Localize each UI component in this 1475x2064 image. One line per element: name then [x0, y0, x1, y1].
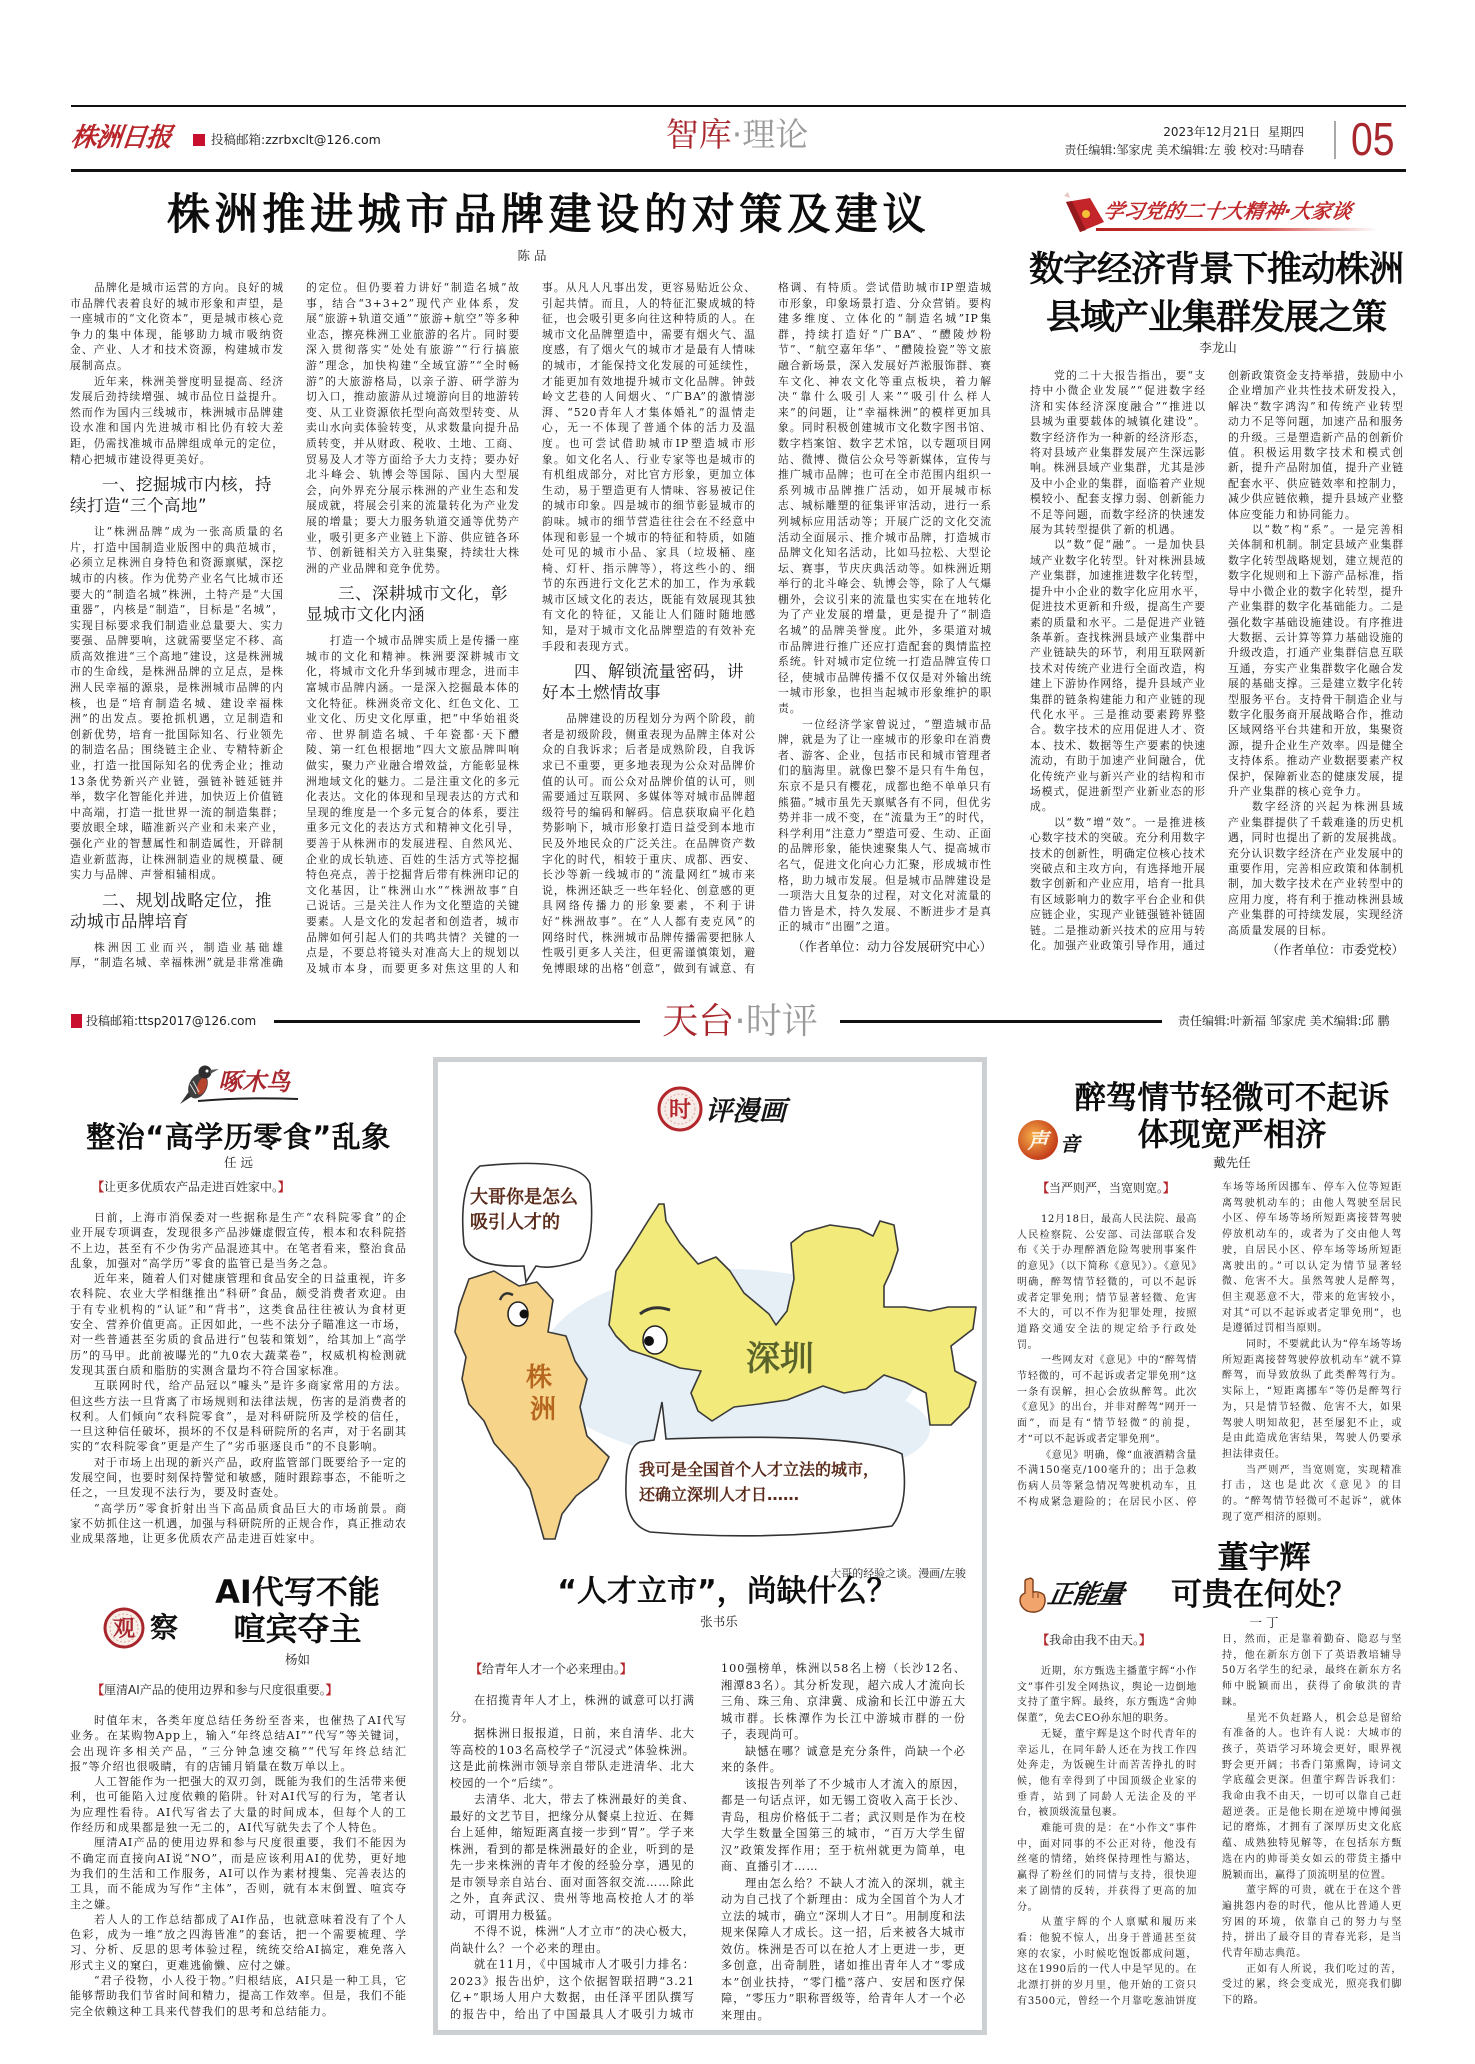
paragraph: 党的二十大报告指出，要“支持中小微企业发展”“促进数字经济和实体经济深度融合”“推进以县城为重要载体的城镇化建设”。数字经济作为一种新的经济形态，将对县域产业集群发展产生深远影响。株洲县域产业集群，尤其是涉及中小企业的集群，面临着产业规模较小、配套支撑力弱、创新能力不足等问题，而数字经济的快速发展为其转型提供了新的机遇。 [1030, 369, 1206, 537]
paragraph: 同时，不要就此认为“停车场等场所短距离接替驾驶停放机动车”就不算醉驾，而导致放纵了此类醉驾行为。实际上，“短距离挪车”等仍是醉驾行为，只是情节轻微、危害不大，如果驾驶人明知故犯，甚至屡犯不止，或是由此造成危害结果，驾驶人仍要承担法律责任。 [1222, 1339, 1402, 1460]
section2-secondary: 时评 [745, 1001, 818, 1042]
paragraph: 打造一个城市品牌实质上是传播一座城市的文化和精神。株洲要深耕城市文化，将城市文化升华到城市理念，进而丰富城市品牌内涵。一是深入挖掘最本体的文化特征。株洲炎帝文化、红色文化、工业文化、历史文化厚重，把“中华始祖炎帝、世界制造名城、千年瓷都·天下醴陵、第一红色根据地”四大文旅品牌叫响做实，聚力产业融合增效益，方能彰显株洲地域文化的魅力。二是注重文化的多元化表达。文化的体现和呈现表达的方式和呈现的维度是一个多元复合的体系，要注重多元文化的表达方式和精神文化引导，要善于从株洲市的发展进程、自然风光、企业的成长轨迹、百姓的生活方式等挖掘特色亮点，善于挖掘背后带有株洲印记的文化基因，让“株洲山水”“株洲故事”自己说话。三是关注人作为文化塑造的关键要素。人是文化的发起者和创造者，城市品牌如何引起人们的共鸣共情？关键的一点是，不要总将镜头对准高大上的规划以及城市本身，而要更多对焦这里的人和事。从凡人凡事出发，更容易贴近公众、引起共情。而且，人的特征汇聚成城的特征，也会吸引更多向往这种特质的人。在城市文化品牌塑造中，需要有烟火气、温度感，有了烟火气的城市才是最有人情味的城市，才能保持文化发展的可延续性，才能更加有效地提升城市文化品牌。钟鼓岭文艺巷的人间烟火、“广BA”的激情澎湃、“520青年人才集体婚礼”的温情走心，无一不体现了普通个体的活力及温度。也可尝试借助城市IP塑造城市形象。如文化名人、行业专家等也是城市的有机组成部分，对比官方形象，更加立体生动，易于塑造更有人情味、容易被记住的城市印象。四是城市的细节彰显城市的韵味。城市的细节营造往往会在不经意中体现和彰显一个城市的特征和特质，如随处可见的城市小品、家具（垃圾桶、座椅、灯杆、指示牌等），将这些小的、细节的东西进行文化艺术的加工，作为承载城市区域文化的表达，既能有效展现其独有文化的特征，又能让人们随时随地感知，是对于城市文化品牌塑造的有效补充手段和表现方式。 [306, 281, 756, 975]
lead-text: 给青年人才一个必来理由。 [482, 1662, 621, 1676]
lead-bracket-open: 【 [92, 1180, 105, 1194]
paragraph: 时值年末，各类年度总结任务纷至沓来，也催热了AI代写业务。在某购物App上，输入“年终总结AI”“代写”等关键词，会出现许多相关产品，“三分钟急速交稿”“代写年终总结汇报”等介绍也很吸睛，有的店铺月销量在数万单以上。 [70, 1714, 407, 1773]
main-article-author: 陈 品 [517, 248, 547, 263]
woodpecker-logo-text: 啄木鸟 [218, 1067, 290, 1096]
drunk-driving-article-title [1060, 1080, 1404, 1154]
voice-logo-text: 音 [1060, 1132, 1080, 1156]
paragraph: 去清华、北大，带去了株洲最好的美食、最好的文艺节目，把缘分从餐桌上拉近、在舞台上延伸，缩短距离直接一步到“胃”。学子来株洲，看到的都是株洲最好的企业，听到的是先一步来株洲的青年才俊的经验分享，遇见的是市领导亲自站台、面对面答叙交流……除此之外，直奔武汉、贵州等地高校抢人才的举动，可谓用力极猛。 [450, 1793, 696, 1922]
submission-email: 投稿邮箱:zzrbxclt@126.com [211, 132, 381, 147]
cartoon-logo-text: 评漫画 [705, 1096, 786, 1127]
banner-underline [1096, 228, 1378, 231]
main-article-body [70, 280, 992, 976]
section-heading: 四、解锁流量密码，讲好本土燃情故事 [542, 662, 744, 703]
side-title-line: 数字经济背景下推动株洲 [1028, 250, 1403, 290]
logo-underline [196, 1096, 300, 1104]
talent-article-body [450, 1661, 966, 2024]
side-article-author: 李龙山 [1199, 340, 1237, 355]
woodpecker-article-author: 任 远 [224, 1155, 253, 1170]
paragraph: 近年来，株洲美誉度明显提高、经济发展后劲持续增强、城市品位日益提升。然而作为国内三线城市，株洲城市品牌建设水准和国内先进城市相比仍有较大差距，仍需找准城市品牌组成单元的定位，精心把城市建设得更美好。 [70, 374, 284, 466]
zhuzhou-label: 洲 [530, 1395, 557, 1425]
talent-article-author: 张书乐 [700, 1614, 738, 1629]
woodpecker-article-lead [92, 1179, 290, 1195]
positive-energy-column-logo [1016, 1576, 1150, 1616]
paragraph: 品牌化是城市运营的方向。良好的城市品牌代表着良好的城市形象和声望，是一座城市的“文化资本”，更是城市核心竞争力的集中体现，能够助力城市吸纳资金、产业、人才和技术资源，构建城市发展制高点。 [70, 281, 284, 372]
paragraph: 据株洲日报报道，日前，来自清华、北大等高校的103名高校学子“沉浸式”体验株洲。这是此前株洲市领导亲自带队走进清华、北大校园的一个“后续”。 [450, 1727, 695, 1790]
paragraph: 一些网友对《意见》中的“醉驾情节轻微的，可不起诉或者定罪免刑”这一条有误解，担心会放纵醉驾。此次《意见》的出台，并非对醉驾“网开一面”，而是有“情节轻微”的前提，才“可以不起诉或者定罪免刑”。 [1017, 1355, 1197, 1445]
drunk-title-line: 醉驾情节轻微可不起诉 [1074, 1080, 1390, 1116]
paragraph: 在招揽青年人才上，株洲的诚意可以打满分。 [450, 1694, 695, 1724]
paragraph: 品牌建设的历程划分为两个阶段，前者是初级阶段，侧重表现为品牌主体对公众的自我诉求；后者是成熟阶段，自我诉求已不重要，更多地表现为公众对品牌价值的认可。而公众对品牌价值的认可，则需要通过互联网、多媒体等对城市品牌超级符号的编码和解码。信息获取扁平化趋势影响下，城市形象打造日益受到本地市民及外地民众的广泛关注。在品牌资产数字化的时代，相较于重庆、成都、西安、长沙等新一线城市的“流量网红”城市来说，株洲还缺乏一些年轻化、创意感的更具网络传播力的形象要素，不利于讲好“株洲故事”。在“人人都有麦克风”的网络时代，株洲城市品牌传播需要把脉人性吸引更多人关注，但更需谨慎策划，避免博眼球的出格“创意”，做到有诚意、有格调、有特质。尝试借助城市IP塑造城市形象，印象场景打造、分众营销。要构建多维度、立体化的“制造名城”IP集群，持续打造好“广BA”、“醴陵炒粉节”、“航空嘉年华”、“醴陵捡瓷”等文旅融合新场景，深入发展好芦淞服饰群、赛车文化、神农文化等重点板块，着力解决“靠什么吸引人来”“吸引什么样人来”的问题，让“幸福株洲”的模样更加具象。同时积极创建城市文化数字图书馆、数字档案馆、数字艺术馆，以专题项目网站、微博、微信公众号等新媒体，宣传与推广城市品牌；也可在全市范围内组织一系列城市品牌推广活动，如开展城市标志、城标雕塑的征集评审活动，进行一系列城标应用活动等；开展广泛的文化交流活动全面展示、推介城市品牌，打造城市品牌文化知名活动，比如马拉松、大型论坛、赛事，节庆庆典活动等。如株洲近期举行的北斗峰会、轨博会等，除了人气爆棚外，会议引来的流量也实实在在地转化为了产业发展的增量，更是提升了“制造名城”的品牌美誉度。此外，多渠道对城市品牌进行推广还应打造配套的舆情监控系统。针对城市定位统一打造品牌宣传口径，使城市品牌传播不仅仅是对外输出统一城市形象，也担当起城市形象维护的职责。 [542, 281, 992, 975]
section2-separator: · [734, 1001, 746, 1042]
paragraph: 以“数”增“效”。一是推进核心数字技术的突破。充分利用数字技术的创新性，明确定位核心技术突破点和主攻方向，有选择地开展数字创新和产业应用，培育一批具有区域影响力的数字平台企业和供应链企业，实现产业链强链补链固链。二是推动新兴技术的应用与转化。加强产业政策引导作用，通过创新政策资金支持举措，鼓励中小企业增加产业共性技术研发投入，解决“数字鸿沟”和传统产业转型动力不足等问题，加速产品和服务的升级。三是塑造新产品的创新价值。积极运用数字技术和模式创新，提升产品附加值，提升产业链配套水平、供应链效率和控制力，减少供应链依赖，提升县域产业整体应变能力和协同能力。 [1030, 369, 1404, 953]
lead-bracket-close: 】 [1163, 1181, 1176, 1195]
ai-article-body [70, 1713, 407, 2019]
voice-seal-character: 声 [1027, 1128, 1049, 1153]
lead-bracket-close: 】 [278, 1180, 291, 1194]
header-vertical-divider [1334, 121, 1336, 159]
newspaper-masthead-logo: 株洲日报 [69, 123, 173, 153]
lead-bracket-open: 【 [1037, 1181, 1050, 1195]
woodpecker-column-logo [180, 1062, 300, 1106]
paragraph: 互联网时代，给产品冠以“噱头”是许多商家常用的方法。但这些方法一旦背离了市场规则和法律法规，伤害的是消费者的权利。人们倾向“农科院零食”，是对科研院所及学校的信任，一旦这种信任破坏，损坏的不仅是科研院所的名声，对于名副其实的“农科院零食”更是产生了“劣币驱逐良币”的不良影响。 [70, 1379, 407, 1454]
cartoon-logo-char: 时 [668, 1098, 692, 1123]
section-secondary: 理论 [742, 115, 809, 154]
lead-text: 我命由我不由天。 [1049, 1633, 1140, 1647]
positive-energy-logo-text: 正能量 [1045, 1580, 1126, 1610]
ai-article-author: 杨如 [284, 1652, 310, 1667]
dong-article-author: 一 丁 [1249, 1615, 1279, 1630]
editors-credit: 责任编辑:邹家虎 美术编辑:左 骏 校对:马晴春 [1064, 143, 1304, 157]
lead-bracket-close: 】 [620, 1662, 633, 1676]
red-square-icon [193, 134, 205, 146]
red-square-icon [71, 1014, 82, 1028]
paragraph: 以“数”促“融”。一是加快县域产业数字化转型。针对株洲县域产业集群，加速推进数字化转型，提升中小企业的数字化应用水平，促进技术更新和升级，提高生产要素的质量和水平。二是促进产业链条革新。查找株洲县域产业集群中产业链缺失的环节，利用互联网新技术对传统产业进行全面改造，构建上下游协作网络，提升县域产业集群的链条构建能力和产业链的现代化水平。三是推动要素跨界整合。数字技术的应用促进人才、资本、技术、数据等生产要素的快速流动，有助于加速产业间融合，优化传统产业与新兴产业的结构和市场模式，促进新型产业新业态的形成。 [1030, 538, 1206, 814]
paragraph: 近期，东方甄选主播董宇辉“小作文”事件引发全网热议，舆论一边倒地支持了董宇辉。最终，东方甄选“舍帅保董”，免去CEO孙东旭的职务。 [1017, 1666, 1197, 1725]
author-affiliation: （作者单位：市委党校） [1266, 942, 1404, 958]
cartoon-caption: 大哥的经验之谈。漫画/左骏 [830, 1567, 966, 1580]
lead-text: 当严则严，当宽则宽。 [1049, 1181, 1164, 1195]
page-number: 05 [1351, 113, 1395, 165]
section2-submission-email: 投稿邮箱:ttsp2017@126.com [86, 1014, 257, 1028]
section-heading: 三、深耕城市文化，彰显城市文化内涵 [306, 584, 508, 625]
paragraph: 让“株洲品牌”成为一张高质量的名片，打造中国制造业版图中的典范城市，必须立足株洲自身特色和资源禀赋，深挖城市的内核。作为优势产业名气比城市还要大的“制造名城”株洲，土特产是“大国重器”，内核是“制造”，目标是“名城”，实现目标要求我们制造业总量要大、实力要强、品牌要响，这就需要坚定不移、高质高效推进“三个高地”建设，这是株洲城市的生命线，是株洲品牌的立足点，是株洲人民幸福的源泉，是株洲城市品牌的内核，也是“培育制造名城、建设幸福株洲”的出发点。要抢抓机遇，立足制造和创新优势，培育一批国际知名、行业领先的制造名品；围绕链主企业、专精特新企业，打造一批国际知名的优秀企业；推动13条优势新兴产业链，强链补链延链并举，数字化智能化并进，加快迈上价值链中高端，打造一批世界一流的制造集群；要放眼全球，瞄准新兴产业和未来产业，强化产业的智慧属性和制造属性，开辟制造业新蓝海，让株洲制造业的规模量、硬实力与品牌、声誉相辅相成。 [70, 525, 284, 882]
issue-date-line [1163, 124, 1304, 140]
section2-left-rule [274, 1020, 640, 1023]
flag-sparkle [1064, 192, 1070, 198]
shenzhen-pupil [644, 1336, 654, 1346]
observation-column-logo [102, 1606, 188, 1650]
talent-article-lead [450, 1661, 695, 1677]
bird-eye [206, 1070, 209, 1073]
dong-article-lead [1017, 1632, 1197, 1648]
lead-bracket-close: 】 [1139, 1633, 1152, 1647]
paragraph: 正如有人所说，我们吃过的苦，受过的累，终会变成光，照亮我们脚下的路。 [1222, 1963, 1402, 2007]
issue-date: 2023年12月21日 [1163, 125, 1261, 139]
header-bottom-rule [71, 169, 1406, 172]
paragraph: 株洲因工业而兴，制造业基础雄厚，“制造名城、幸福株洲”就是非常准确的定位。但仍要着力讲好“制造名城”故事，结合“3+3+2”现代产业体系，发展“旅游+轨道交通”“旅游+航空”等多种业态，擦亮株洲工业旅游的名片。同时要深入贯彻落实“处处有旅游”“行行搞旅游”理念，加快构建“全域宜游”“全时畅游”的大旅游格局，以亲子游、研学游为切入口，推动旅游从过境游向目的地游转变、从工业资源依托型向高效型转变、从卖山水向卖体验转变，从求数量向提升品质转变，并从财政、税收、土地、工商、贸易及人才等方面给予大力支持；要办好北斗峰会、轨博会等国际、国内大型展会，向外界充分展示株洲的产业生态和发展成就，将展会引来的流量转化为产业发展的增量；要大力服务轨道交通等优势产业，吸引更多产业链上下游、供应链各环节、创新链相关方入驻集聚，持续壮大株洲的产业品牌和竞争优势。 [70, 281, 520, 970]
lead-bracket-open: 【 [1037, 1633, 1050, 1647]
paragraph: 从董宇辉的个人禀赋和履历来看：他貌不惊人，出身于普通甚至贫寒的农家，小时候吃饱饭都成问题，这在1990后的一代人中是罕见的。在北漂打拼的岁月里，他开始的工资只有3500元，曾经一个月靠吃葱油饼度日，然而，正是靠着勤奋、隐忍与坚持，他在新东方创下了英语教培辅导50万名学生的纪录，最终在新东方名师中脱颖而出，获得了俞敏洪的青睐。 [1017, 1634, 1402, 2007]
section-separator: · [731, 115, 743, 154]
zhuzhou-label: 株 [526, 1363, 553, 1393]
section2-editors-credit: 责任编辑:叶新福 邹家虎 美术编辑:邱 鹏 [1178, 1014, 1390, 1028]
drunk-driving-article-body [1017, 1180, 1402, 1525]
lead-bracket-open: 【 [470, 1662, 483, 1676]
main-article-title: 株洲推进城市品牌建设的对策及建议 [167, 190, 931, 240]
lead-bracket-close: 】 [325, 1683, 338, 1697]
section2-primary: 天台 [662, 1001, 735, 1042]
seal-character: 观 [112, 1617, 136, 1642]
side-article-body [1030, 368, 1404, 959]
paragraph: 难能可贵的是：在“小作文”事件中，面对同事的不公正对待，他没有丝毫的情绪，始终保持理性与豁达，赢得了粉丝们的同情与支持，很快迎来了剧情的反转，并获得了更高的加分。 [1017, 1823, 1197, 1913]
observation-seal-icon [102, 1606, 146, 1650]
drunk-title-line: 体现宽严相济 [1137, 1117, 1327, 1153]
paragraph: 若人人的工作总结都成了AI作品，也就意味着没有了个人色彩，成为一堆“放之四海皆准”的套话，把一个需要梳理、学习、分析、反思的思考体验过程，统统交给AI搞定，难免落入形式主义的窠臼，更难逃偷懒、应付之嫌。 [70, 1912, 407, 1972]
paragraph: 当严则严，当宽则宽，实现精准打击，这也是此次《意见》的目的。“醉驾情节轻微可不起诉”，就体现了宽严相济的原则。 [1222, 1464, 1402, 1523]
paragraph: 日前，上海市消保委对一些据称是生产“农科院零食”的企业开展专项调查，发现很多产品涉嫌虚假宣传，根本和农科院搭不上边，甚至有不少伪劣产品混迹其中。在笔者看来，整治食品乱象，加强对“高学历”零食的监管已是当务之急。 [70, 1211, 407, 1270]
column-banner: 学习党的二十大精神·大家谈 [1101, 199, 1354, 223]
editorial-cartoon [440, 1064, 980, 1584]
paragraph: 数字经济的兴起为株洲县域产业集群提供了千载难逢的历史机遇，同时也提出了新的发展挑战。充分认识数字经济在产业发展中的重要作用，完善相应政策和体制机制，加大数字技术在产业转型中的应用力度，将有利于推动株洲县域产业集群的可持续发展，实现经济高质量发展的目标。 [1228, 800, 1404, 937]
section-title [647, 115, 827, 155]
issue-weekday: 星期四 [1267, 125, 1304, 139]
paragraph: 厘清AI产品的使用边界和参与尺度很重要，我们不能因为不确定而直接向AI说“NO”，而是应该利用AI的优势，更好地为我们的生活和工作服务，AI可以作为素材搜集、完善表达的工具，而不能成为写作“主体”，否则，就有本末倒置、喧宾夺主之嫌。 [70, 1836, 407, 1911]
dong-title-line: 董宇辉 [1217, 1540, 1311, 1576]
paragraph: 不得不说，株洲“人才立市”的决心极大，尚缺什么？一个必来的理由。 [450, 1925, 695, 1955]
dong-article-title [1150, 1540, 1378, 1614]
section2-right-rule [840, 1020, 1162, 1023]
woodpecker-article-title: 整治“高学历零食”乱象 [86, 1120, 391, 1154]
ai-title-line: AI代写不能 [215, 1573, 380, 1611]
header-top-rule [71, 105, 1406, 107]
paragraph: “高学历”零食折射出当下高品质食品巨大的市场前景。商家不妨抓住这一机遇，加强与科研院所的正规合作，真正推动农业成果落地，让更多优质农产品走进百姓家中。 [70, 1501, 407, 1546]
lead-bracket-open: 【 [92, 1683, 105, 1697]
section2-title [650, 1000, 830, 1044]
zhuzhou-pupil [520, 1310, 529, 1319]
bubble-text-line: 大哥你是怎么 [470, 1187, 578, 1208]
paragraph: 《意见》明确，像“血液酒精含量不满150毫克/100毫升的；出于急救伤病人员等紧急情况驾驶机动车，且不构成紧急避险的；在居民小区、停车场等场所因挪车、停车入位等短距离驾驶机动车的；由他人驾驶至居民小区、停车场等场所短距离接替驾驶停放机动车的，或者为了交由他人驾驶，自居民小区、停车场等场所短距离驶出的。”可以认定为情节显著轻微、危害不大。虽然驾驶人是醉驾，但主观恶意不大，带来的危害较小，对其“可以不起诉或者定罪免刑”，也是遵循过罚相当原则。 [1017, 1182, 1402, 1508]
section-heading: 二、规划战略定位，推动城市品牌培育 [70, 890, 272, 931]
paragraph: 理由怎么给？不缺人才流入的深圳，就主动为自己找了个新理由：成为全国首个为人才立法的城市，确立“深圳人才日”。用制度和法规来保障人才成长。这一招，后来被各大城市效仿。株洲是否可以在抢人才上更进一步，更多创意，出奇制胜，诸如推出青年人才“零成本”创业扶持，“零门槛”落户、安居和医疗保障，“零压力”职称晋级等，给青年人才一个必来理由。 [721, 1876, 967, 2022]
paragraph: 董宇辉的可贵，就在于在这个普遍挑怨内卷的时代，他从比普通人更穷困的环境，依靠自己的努力与坚持，拼出了最夺目的青春光彩，是当代青年励志典范。 [1222, 1885, 1402, 1960]
bird-head [199, 1066, 212, 1079]
ai-title-line: 喧宾夺主 [233, 1610, 362, 1648]
drunk-driving-article-lead [1017, 1180, 1197, 1196]
paragraph: 近年来，随着人们对健康管理和食品安全的日益重视，许多农科院、农业大学相继推出“科研”食品，颇受消费者欢迎。由于有专业机构的“认证”和“背书”，这类食品往往被认为食材更安全、营养价值更高。正因如此，一些不法分子瞄准这一市场，对一些普通甚至劣质的食品进行“包装和策划”，给其加上“高学历”的马甲。此前被曝光的“九0农大蔬菜卷”，权威机构检测就发现其蛋白质和脂肪的实测含量均不符合国家标准。 [70, 1272, 407, 1377]
paragraph: 无疑，董宇辉是这个时代青年的幸运儿，在同年龄人还在为找工作四处奔走，为饭碗生计而苦苦挣扎的时候，他有幸得到了中国顶级企业家的垂青，站到了同龄人无法企及的平台，被顶级流量包裹。 [1017, 1728, 1197, 1819]
ai-article-lead [92, 1682, 338, 1698]
paragraph: 12月18日，最高人民法院、最高人民检察院、公安部、司法部联合发布《关于办理醉酒危险驾驶刑事案件的意见》（以下简称《意见》）。《意见》明确，醉驾情节轻微的，可以不起诉或者定罪免刑；情节显著轻微、危害不大的，可以不作为犯罪处理，按照道路交通安全法的规定给予行政处罚。 [1017, 1214, 1197, 1351]
lead-text: 厘清AI产品的使用边界和参与尺度很重要。 [104, 1683, 326, 1697]
bubble-text-line: 我可是全国首个人才立法的城市， [639, 1460, 880, 1479]
ai-article-title [200, 1574, 395, 1648]
lead-text: 让更多优质农产品走进百姓家中。 [104, 1180, 279, 1194]
side-title-line: 县域产业集群发展之策 [1045, 298, 1386, 338]
paragraph: 人工智能作为一把强大的双刃剑，既能为我们的生活带来便利，也可能陷入过度依赖的陷阱。针对AI代写的行为，笔者认为应理性看待。AI代写省去了大量的时间成本，但每个人的工作经历和成果都是独一无二的，AI代写就失去了个人特色。 [70, 1775, 407, 1835]
flag-emblem [1082, 210, 1090, 218]
paragraph: 缺憾在哪？诚意是充分条件，尚缺一个必来的条件。 [721, 1744, 966, 1774]
paragraph: 星光不负赶路人，机会总是留给有准备的人。也许有人说：大城市的孩子，英语学习环境会更好，眼界视野会更开阔；书香门第熏陶，诗词文学底蕴会更深。但董宇辉告诉我们：我命由我不由天，一切可以靠自己赶超逆袭。正是他长期在逆境中博闻强记的磨炼，才拥有了深厚历史文化底蕴、成熟独特见解等，在包括东方甄选在内的帅哥美女如云的带货主播中脱颖而出，赢得了顶流明星的位置。 [1222, 1712, 1402, 1881]
voice-seal-icon [1016, 1118, 1060, 1162]
bubble-text-line: 吸引人才的 [470, 1212, 560, 1233]
talent-article-title: “人才立市”，尚缺什么？ [557, 1574, 897, 1609]
drunk-driving-article-author: 戴先任 [1213, 1155, 1251, 1170]
side-article-title [1020, 246, 1412, 342]
paragraph: 一位经济学家曾说过，“塑造城市品牌，就是为了让一座城市的形象印在消费者、游客、企业，包括市民和城市管理者们的脑海里。就像巴黎不是只有牛角包，东京不是只有樱花，成都也绝不单单只有熊猫。”城市虽先天禀赋各有不同，但优劣势并非一成不变，在“流量为王”的时代，科学利用“注意力”塑造可爱、生动、正面的品牌形象，能快速聚集人气、提高城市名气，促进文化向心力汇聚，形成城市性格，助力城市发展。但是城市品牌建设是一项浩大且复杂的过程，对文化对流量的借力皆是术，持久发展、不断进步才是真正的城市“出圈”之道。 [778, 717, 992, 934]
paragraph: 就在11月，《中国城市人才吸引力排名：2023》报告出炉，这个依据智联招聘“3.21亿+”职场人用户大数据，由任泽平团队撰写的报告中，给出了中国最具人才吸引力城市100强榜单，株洲以58名上榜（长沙12名、湘潭83名）。其分析发现，超六成人才流向长三角、珠三角、京津冀、成渝和长江中游五大城市群。长株潭作为长江中游城市群的一份子，表现尚可。 [450, 1662, 966, 2021]
paragraph: 以“数”构“系”。一是完善相关体制和机制。制定县域产业集群数字化转型战略规划，建立规范的数字化规则和上下游产品标准，指导中小微企业的数字化转型，提升产业集群的数字化基础能力。二是强化数字基础设施建设。有序推进大数据、云计算等算力基础设施的升级改造，打通产业集群信息互联互通，夯实产业集群数字化融合发展的基础支撑。三是建立数字化转型服务平台。支持骨干制造企业与数字化服务商开展战略合作，推动区域网络平台共建和开放，集聚资源，提升企业生产效率。四是健全支持体系。推动产业数据要素产权保护，保障新业态的健康发展，提升产业集群的核心竞争力。 [1228, 523, 1404, 798]
dong-article-body [1017, 1632, 1402, 2009]
shenzhen-label: 深圳 [746, 1339, 814, 1379]
section-heading: 一、挖掘城市内核，持续打造“三个高地” [70, 475, 272, 516]
pointing-hand-icon [1016, 1576, 1048, 1614]
section-primary: 智库 [665, 115, 732, 154]
paragraph: “君子役物，小人役于物。”归根结底，AI只是一种工具，它能够帮助我们节省时间和精力，提高工作效率。但是，我们不能完全依赖这种工具来代替我们的思考和总结能力。 [70, 1974, 407, 2018]
dong-title-line: 可贵在何处？ [1171, 1577, 1357, 1613]
paragraph: 对于市场上出现的新兴产品，政府监管部门既要给予一定的发展空间，也要时刻保持警觉和敏感，随时跟踪事态，不能听之任之，一旦发现不法行为，要及时查处。 [70, 1455, 407, 1500]
author-affiliation: （作者单位：动力谷发展研究中心） [791, 938, 992, 954]
observation-logo-text: 察 [150, 1611, 179, 1644]
woodpecker-article-body [70, 1210, 407, 1547]
bubble-text-line: 还确立深圳人才日…… [639, 1485, 800, 1504]
paragraph: 该报告列举了不少城市人才流入的原因，都是一句话点评，如无锡工资收入高于长沙、青岛，租房价格低于二者；武汉则是作为在校大学生数量全国第三的城市，“百万大学生留汉”政策发挥作用；至于杭州就更为简单，电商、直播引才…… [721, 1777, 966, 1873]
